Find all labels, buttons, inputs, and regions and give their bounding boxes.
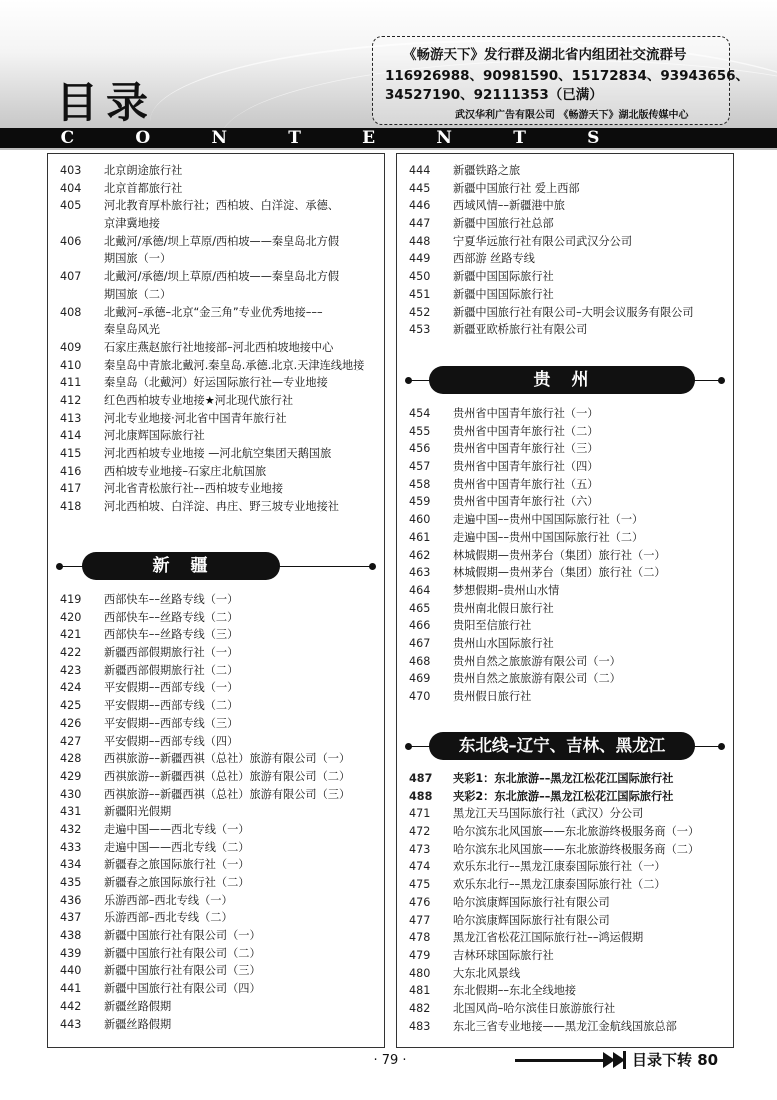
entry-title: 夹彩2：东北旅游––黑龙江松花江国际旅行社: [453, 789, 674, 803]
toc-entry: [397, 894, 733, 912]
toc-entry: [48, 839, 384, 857]
entry-title: 西部游 丝路专线: [453, 252, 535, 266]
entry-page-number: 472: [409, 825, 431, 839]
entry-title: 新疆中国旅行社有限公司（一）: [104, 929, 261, 943]
guizhou-list: [397, 405, 733, 706]
entry-page-number: 455: [409, 424, 431, 438]
entry-title: 黑龙江省松花江国际旅行社––鸿运假期: [453, 931, 644, 945]
section-title-xinjiang: 新 疆: [82, 552, 280, 580]
toc-entry: [48, 357, 384, 375]
entry-title: 黑龙江天马国际旅行社（武汉）分公司: [453, 807, 644, 821]
entry-title: 新疆春之旅国际旅行社（二）: [104, 876, 250, 889]
entry-page-number: 456: [409, 442, 431, 456]
toc-entry: [48, 927, 384, 945]
entry-title: 河北省青松旅行社––西柏坡专业地接: [104, 482, 284, 496]
section-title-guizhou: 贵 州: [429, 366, 695, 394]
entry-page-number: 451: [409, 287, 431, 301]
toc-entry: [397, 670, 733, 688]
toc-entry: [397, 162, 733, 180]
toc-entry: [48, 463, 384, 481]
entry-title: 新疆中国旅行社有限公司（二）: [104, 946, 261, 960]
toc-entry: [397, 511, 733, 529]
toc-entry: [48, 821, 384, 839]
contents-letter: E: [362, 128, 376, 148]
entry-title: 平安假期––西部专线（一）: [104, 681, 239, 695]
section-banner-xinjiang: [48, 550, 384, 584]
entry-page-number: 480: [409, 966, 431, 980]
contents-letter: C: [60, 128, 75, 148]
next-page-label: 目录下转 80: [632, 1051, 719, 1069]
entry-page-number: 422: [60, 646, 82, 660]
xinjiang-list: [48, 591, 384, 1033]
toc-entry: [48, 679, 384, 697]
entry-page-number: 487: [409, 772, 433, 785]
entry-title: 走遍中国——西北专线（二）: [104, 840, 250, 854]
entry-title: 北京朗途旅行社: [104, 164, 183, 177]
toc-entry: [48, 374, 384, 392]
entry-page-number: 448: [409, 234, 431, 248]
page-title: 目录: [56, 78, 157, 127]
entry-page-number: 435: [60, 876, 82, 889]
entry-title: 北戴河/承德/坝上草原/西柏坡——秦皇岛北方假: [104, 270, 340, 284]
entry-page-number: 467: [409, 636, 431, 650]
toc-entry: [48, 733, 384, 751]
entry-title: 西部快车––丝路专线（一）: [104, 593, 239, 606]
entry-page-number: 414: [60, 429, 82, 443]
entry-page-number: 427: [60, 734, 82, 748]
toc-entry: [397, 197, 733, 215]
entry-page-number: 434: [60, 858, 82, 872]
entry-title: 秦皇岛中青旅北戴河.秦皇岛.承德.北京.天津连线地接: [104, 358, 365, 372]
entry-page-number: 452: [409, 305, 431, 319]
entry-page-number: 475: [409, 878, 431, 892]
toc-entry: [48, 644, 384, 662]
entry-title: 北京首都旅行社: [104, 181, 183, 195]
toc-entry: [48, 304, 384, 322]
entry-page-number: 428: [60, 752, 82, 766]
entry-title: 平安假期––西部专线（二）: [104, 699, 239, 713]
toc-entry: [397, 440, 733, 458]
entry-title: 欢乐东北行––黑龙江康泰国际旅行社（一）: [453, 860, 666, 874]
info-line-4: 武汉华利广告有限公司 《畅游天下》湖北版传媒中心: [455, 110, 689, 121]
toc-entry: [397, 1000, 733, 1018]
entry-title: 贵州山水国际旅行社: [453, 636, 554, 650]
entry-page-number: 459: [409, 495, 431, 509]
entry-title: 北国风尚–哈尔滨佳日旅游旅行社: [453, 1001, 616, 1015]
toc-entry: [48, 268, 384, 286]
contents-letter: T: [288, 128, 301, 148]
toc-entry: [48, 609, 384, 627]
toc-entry: [48, 626, 384, 644]
entry-page-number: 413: [60, 411, 82, 425]
entry-title: 贵州省中国青年旅行社（六）: [453, 495, 599, 509]
entry-title: 宁夏华远旅行社有限公司武汉分公司: [453, 234, 633, 248]
entry-page-number: 411: [60, 376, 82, 390]
entry-title: 河北西柏坡专业地接 —河北航空集团天鹅国旅: [104, 447, 332, 460]
entry-title: 东北假期––东北全线地接: [453, 984, 577, 998]
entry-page-number: 488: [409, 789, 433, 803]
entry-title: 新疆西部假期旅行社（一）: [104, 646, 239, 660]
toc-entry: [397, 321, 733, 339]
entry-title: 期国旅（二）: [104, 287, 172, 301]
entry-title: 走遍中国––贵州中国国际旅行社（一）: [453, 513, 644, 527]
entry-page-number: 457: [409, 460, 431, 474]
entry-title: 新疆中国国际旅行社: [453, 270, 554, 284]
entry-title: 秦皇岛风光: [104, 323, 160, 337]
entry-page-number: 437: [60, 911, 82, 925]
entry-page-number: 403: [60, 164, 82, 177]
entry-title: 北戴河–承德–北京“金三角”专业优秀地接–––: [104, 305, 323, 319]
toc-entry: [397, 564, 733, 582]
toc-entry: [397, 250, 733, 268]
entry-title: 京津冀地接: [104, 217, 160, 231]
toc-entry: [397, 547, 733, 565]
entry-title: 河北西柏坡、白洋淀、冉庄、野三坡专业地接社: [104, 500, 339, 514]
entry-page-number: 483: [409, 1019, 431, 1033]
entry-title: 贵州省中国青年旅行社（二）: [453, 424, 599, 438]
entry-page-number: 421: [60, 628, 82, 642]
entry-page-number: 464: [409, 583, 431, 597]
toc-entry: [48, 250, 384, 268]
entry-page-number: 445: [409, 181, 431, 195]
toc-entry: [48, 945, 384, 963]
entry-title: 林城假期—贵州茅台（集团）旅行社（二）: [453, 566, 666, 580]
entry-page-number: 419: [60, 593, 82, 606]
toc-entry: [397, 635, 733, 653]
entry-title: 河北教育厚朴旅行社；西柏坡、白洋淀、承德、: [104, 199, 339, 213]
contents-letters: [0, 128, 630, 148]
entry-title: 新疆亚欧桥旅行社有限公司: [453, 323, 588, 337]
entry-title: 新疆阳光假期: [104, 805, 172, 819]
entry-title: 贵州南北假日旅行社: [453, 601, 554, 615]
toc-entry: [48, 874, 384, 892]
entry-page-number: 466: [409, 619, 431, 633]
toc-entry: [397, 653, 733, 671]
toc-entry: [48, 750, 384, 768]
next-page-indicator: [515, 1047, 735, 1073]
toc-entry: [397, 458, 733, 476]
entry-page-number: 404: [60, 181, 82, 195]
toc-entry: [48, 480, 384, 498]
right-column: [396, 153, 734, 1048]
entry-page-number: 408: [60, 305, 82, 319]
entry-title: 河北专业地接·河北省中国青年旅行社: [104, 411, 287, 425]
entry-page-number: 478: [409, 931, 431, 945]
toc-entry: [397, 215, 733, 233]
entry-page-number: 474: [409, 860, 431, 874]
entry-title: 梦想假期–贵州山水情: [453, 583, 560, 597]
toc-entry: [48, 715, 384, 733]
toc-entry: [397, 582, 733, 600]
toc-entry: [48, 427, 384, 445]
entry-page-number: 412: [60, 393, 82, 407]
entry-page-number: 416: [60, 464, 82, 478]
toc-entry: [48, 445, 384, 463]
entry-page-number: 436: [60, 893, 82, 907]
entry-page-number: 462: [409, 548, 431, 562]
entry-title: 哈尔滨东北风国旅——东北旅游终极服务商（一）: [453, 825, 700, 839]
toc-entry: [397, 1018, 733, 1036]
banner-dot-left: [405, 743, 412, 750]
entry-title: 期国旅（一）: [104, 252, 172, 266]
arrow-bar: [623, 1051, 626, 1069]
entry-title: 西部快车––丝路专线（二）: [104, 610, 239, 624]
entry-title: 新疆中国国际旅行社: [453, 287, 554, 301]
entry-page-number: 441: [60, 982, 82, 996]
entry-page-number: 453: [409, 323, 431, 337]
entry-title: 秦皇岛（北戴河）好运国际旅行社—专业地接: [104, 376, 328, 390]
toc-entry: [48, 662, 384, 680]
entry-page-number: 468: [409, 654, 431, 668]
entry-page-number: 471: [409, 807, 431, 821]
toc-entry: [48, 321, 384, 339]
entry-title: 新疆中国旅行社总部: [453, 217, 554, 231]
toc-entry: [397, 876, 733, 894]
entry-page-number: 405: [60, 199, 82, 213]
entry-page-number: 425: [60, 699, 82, 713]
entry-page-number: 450: [409, 270, 431, 284]
entry-title: 新疆西部假期旅行社（二）: [104, 663, 239, 677]
entry-title: 新疆中国旅行社有限公司（四）: [104, 982, 261, 996]
entry-title: 东北三省专业地接——黑龙江金航线国旅总部: [453, 1019, 677, 1033]
toc-entry: [397, 965, 733, 983]
entry-page-number: 438: [60, 929, 82, 943]
entry-title: 贵州假日旅行社: [453, 690, 532, 703]
entry-title: 哈尔滨康辉国际旅行社有限公司: [453, 913, 610, 927]
entry-page-number: 443: [60, 1017, 82, 1031]
entry-title: 北戴河/承德/坝上草原/西柏坡——秦皇岛北方假: [104, 234, 340, 248]
entry-page-number: 454: [409, 407, 431, 420]
entry-title: 西域风情––新疆港中旅: [453, 199, 565, 213]
left-column: [47, 153, 385, 1048]
toc-entry: [48, 498, 384, 516]
toc-entry: [397, 617, 733, 635]
entry-title: 夹彩1：东北旅游––黑龙江松花江国际旅行社: [453, 772, 674, 785]
entry-page-number: 470: [409, 690, 431, 703]
entry-title: 石家庄燕赵旅行社地接部–河北西柏坡地接中心: [104, 340, 334, 354]
toc-entry: [397, 268, 733, 286]
banner-dot-left: [405, 377, 412, 384]
section-banner-guizhou: [397, 364, 733, 398]
toc-entry: [48, 180, 384, 198]
entry-title: 平安假期––西部专线（三）: [104, 716, 239, 730]
toc-entry: [397, 423, 733, 441]
entry-page-number: 407: [60, 270, 82, 284]
entry-page-number: 465: [409, 601, 431, 615]
entry-page-number: 409: [60, 340, 82, 354]
entry-title: 新疆铁路之旅: [453, 164, 521, 177]
toc-entry: [48, 162, 384, 180]
entry-page-number: 432: [60, 822, 82, 836]
toc-entry: [397, 180, 733, 198]
toc-entry: [397, 529, 733, 547]
entry-title: 贵州省中国青年旅行社（一）: [453, 407, 599, 420]
right-top-list: [397, 162, 733, 339]
left-top-list: [48, 162, 384, 516]
toc-entry: [48, 892, 384, 910]
entry-title: 新疆丝路假期: [104, 1017, 172, 1031]
entry-page-number: 469: [409, 672, 431, 686]
entry-page-number: 430: [60, 787, 82, 801]
entry-page-number: 431: [60, 805, 82, 819]
entry-page-number: 444: [409, 164, 431, 177]
toc-entry: [397, 600, 733, 618]
entry-title: 贵州省中国青年旅行社（五）: [453, 477, 599, 491]
entry-page-number: 426: [60, 716, 82, 730]
entry-title: 西祺旅游––新疆西祺（总社）旅游有限公司（三）: [104, 787, 351, 801]
section-banner-dongbei: [397, 730, 733, 764]
entry-page-number: 479: [409, 948, 431, 962]
toc-entry: [48, 215, 384, 233]
toc-entry: [397, 233, 733, 251]
entry-page-number: 415: [60, 447, 82, 460]
entry-page-number: 461: [409, 530, 431, 544]
toc-entry: [397, 286, 733, 304]
banner-dot-left: [56, 563, 63, 570]
contents-letter: N: [436, 128, 452, 148]
entry-page-number: 473: [409, 842, 431, 856]
entry-page-number: 420: [60, 610, 82, 624]
toc-entry: [397, 823, 733, 841]
entry-title: 贵州省中国青年旅行社（四）: [453, 460, 599, 474]
entry-title: 西柏坡专业地接–石家庄北航国旅: [104, 464, 267, 478]
entry-page-number: 460: [409, 513, 431, 527]
entry-page-number: 417: [60, 482, 82, 496]
toc-entry: [48, 856, 384, 874]
entry-title: 新疆中国旅行社 爱上西部: [453, 181, 580, 195]
entry-title: 新疆中国旅行社有限公司–大明会议服务有限公司: [453, 305, 694, 319]
toc-entry: [397, 476, 733, 494]
entry-title: 走遍中国––贵州中国国际旅行社（二）: [453, 530, 644, 544]
page-header: [0, 0, 777, 150]
contents-letter: N: [211, 128, 228, 148]
banner-dot-right: [369, 563, 376, 570]
toc-entry: [397, 788, 733, 806]
toc-entry: [397, 770, 733, 788]
toc-entry: [48, 962, 384, 980]
toc-entry: [48, 1016, 384, 1034]
entry-title: 走遍中国——西北专线（一）: [104, 822, 250, 836]
entry-page-number: 418: [60, 500, 82, 514]
entry-page-number: 433: [60, 840, 82, 854]
entry-title: 吉林环球国际旅行社: [453, 948, 554, 962]
section-title-dongbei: 东北线–辽宁、吉林、黑龙江: [429, 732, 695, 760]
entry-title: 哈尔滨康辉国际旅行社有限公司: [453, 895, 610, 909]
contents-letter: O: [135, 128, 151, 148]
info-box: [372, 36, 749, 125]
arrow-line: [515, 1059, 607, 1062]
info-line-1: 《畅游天下》发行群及湖北省内组团社交流群号: [403, 47, 687, 63]
entry-title: 欢乐东北行––黑龙江康泰国际旅行社（二）: [453, 878, 666, 892]
contents-letter: T: [513, 128, 526, 148]
toc-entry: [48, 768, 384, 786]
entry-title: 贵州自然之旅旅游有限公司（二）: [453, 672, 621, 686]
entry-page-number: 446: [409, 199, 431, 213]
toc-entry: [48, 286, 384, 304]
entry-page-number: 477: [409, 913, 431, 927]
entry-page-number: 410: [60, 358, 82, 372]
entry-title: 乐游西部–西北专线（一）: [104, 893, 233, 907]
toc-entry: [48, 980, 384, 998]
entry-page-number: 429: [60, 769, 82, 783]
entry-title: 新疆丝路假期: [104, 999, 172, 1013]
entry-title: 贵州自然之旅旅游有限公司（一）: [453, 654, 621, 668]
entry-title: 乐游西部–西北专线（二）: [104, 911, 233, 925]
contents-bar: [0, 128, 777, 148]
toc-entry: [48, 909, 384, 927]
entry-page-number: 449: [409, 252, 431, 266]
entry-title: 河北康辉国际旅行社: [104, 429, 205, 443]
entry-page-number: 439: [60, 946, 82, 960]
toc-entry: [48, 998, 384, 1016]
entry-title: 西祺旅游––新疆西祺（总社）旅游有限公司（一）: [104, 752, 351, 766]
toc-entry: [48, 339, 384, 357]
info-line-3: 34527190、92111353（已满）: [385, 87, 603, 103]
toc-entry: [397, 929, 733, 947]
toc-entry: [48, 697, 384, 715]
entry-page-number: 406: [60, 234, 82, 248]
contents-letter: S: [587, 128, 600, 148]
entry-page-number: 458: [409, 477, 431, 491]
entry-title: 大东北风景线: [453, 966, 521, 980]
toc-entry: [397, 805, 733, 823]
toc-entry: [397, 858, 733, 876]
banner-dot-right: [718, 377, 725, 384]
entry-page-number: 476: [409, 895, 431, 909]
entry-title: 西祺旅游––新疆西祺（总社）旅游有限公司（二）: [104, 769, 351, 783]
dongbei-list: [397, 770, 733, 1035]
toc-entry: [48, 786, 384, 804]
entry-title: 新疆中国旅行社有限公司（三）: [104, 964, 261, 978]
toc-entry: [48, 197, 384, 215]
page-number: · 79 ·: [373, 1053, 407, 1068]
entry-page-number: 447: [409, 217, 431, 231]
toc-entry: [397, 947, 733, 965]
entry-page-number: 424: [60, 681, 82, 695]
entry-title: 贵州省中国青年旅行社（三）: [453, 442, 599, 456]
entry-page-number: 440: [60, 964, 82, 978]
entry-title: 哈尔滨东北风国旅——东北旅游终极服务商（二）: [453, 842, 700, 856]
toc-entry: [48, 233, 384, 251]
toc-entry: [397, 912, 733, 930]
toc-entry: [397, 841, 733, 859]
toc-entry: [397, 304, 733, 322]
entry-title: 西部快车––丝路专线（三）: [104, 628, 239, 642]
info-line-2: 116926988、90981590、15172834、93943656、: [385, 68, 749, 84]
toc-entry: [48, 591, 384, 609]
entry-page-number: 442: [60, 999, 82, 1013]
entry-title: 林城假期—贵州茅台（集团）旅行社（一）: [453, 548, 666, 562]
entry-title: 新疆春之旅国际旅行社（一）: [104, 858, 250, 872]
toc-entry: [397, 493, 733, 511]
toc-entry: [397, 982, 733, 1000]
toc-entry: [397, 688, 733, 706]
entry-title: 红色西柏坡专业地接★河北现代旅行社: [104, 393, 294, 407]
toc-entry: [48, 392, 384, 410]
entry-page-number: 482: [409, 1001, 431, 1015]
entry-title: 贵阳至信旅行社: [453, 619, 532, 633]
entry-title: 平安假期––西部专线（四）: [104, 734, 239, 748]
entry-page-number: 423: [60, 663, 82, 677]
banner-dot-right: [718, 743, 725, 750]
entry-page-number: 463: [409, 566, 431, 580]
toc-entry: [48, 410, 384, 428]
entry-page-number: 481: [409, 984, 431, 998]
toc-entry: [397, 405, 733, 423]
toc-entry: [48, 803, 384, 821]
